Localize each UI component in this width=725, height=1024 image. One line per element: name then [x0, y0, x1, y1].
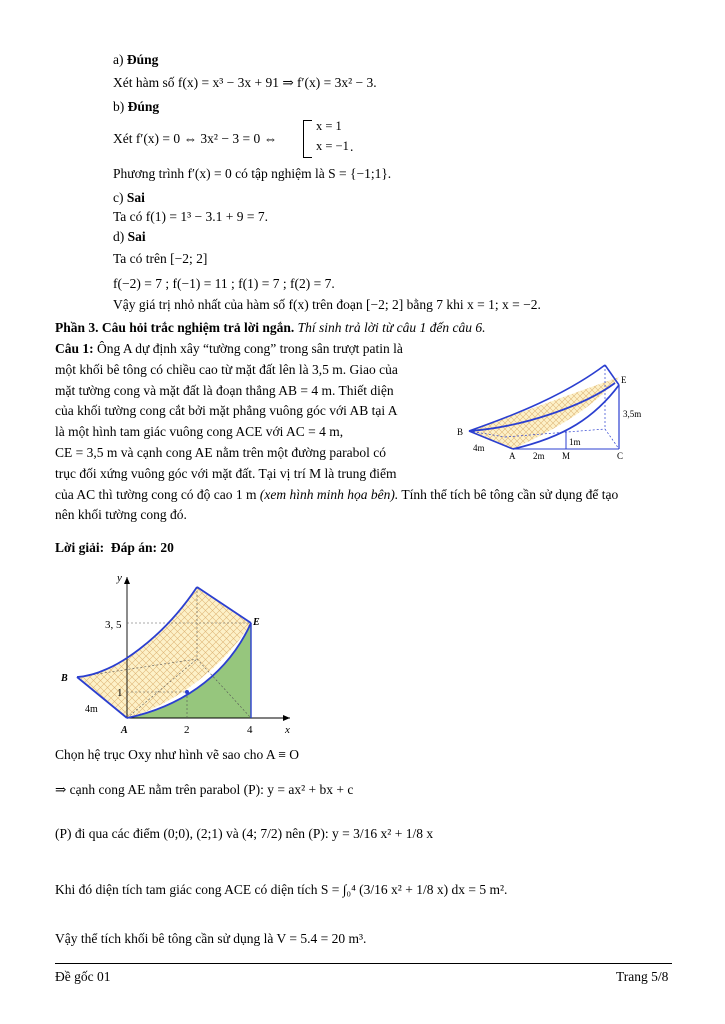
section-b-equation: Xét f′(x) = 0 ⇔ 3x² − 3 = 0 ⇔ — [113, 131, 278, 146]
fig2-axis-y: y — [117, 572, 122, 584]
fig2-label-2: 2 — [184, 724, 190, 736]
step-2: ⇒ cạnh cong AE nằm trên parabol (P): y = ax² + bx + c — [55, 782, 354, 797]
footer-divider — [55, 963, 672, 964]
footer-page-number: Trang 5/8 — [616, 969, 669, 984]
case-x1: x = 1 — [316, 119, 342, 133]
question-1: Câu 1: Ông A dự định xây “tường cong” trong sân trượt patin là một khối bê tông có chiều cao từ mặt đất lên là 3,5 m. Giao của mặt tường cong và mặt đất là đoạn thẳng AB = 4 m. Thiết diện của khối tường cong cắt bởi mặt phẳng vuông góc với AB tại A là một hình tam giác vuông cong ACE với AC = 4 m, CE = 3,5 m và cạnh cong AE nằm trên một đường parabol có trục đối xứng vuông góc với mặt đất. Tại vị trí M là trung điểm của AC thì tường cong có độ cao 1 m (xem hình minh họa bên). Tính thể tích bê tông cần sử dụng để tạo nên khối tường cong đó. — [55, 341, 619, 523]
step-3: (P) đi qua các điểm (0;0), (2;1) và (4; 7/2) nên (P): y = 3/16 x² + 1/8 x — [55, 826, 434, 841]
section-d-values: f(−2) = 7 ; f(−1) = 11 ; f(1) = 7 ; f(2) = 7. — [113, 276, 335, 291]
fig2-label-B: B — [61, 673, 68, 684]
fig1-label-B: B — [457, 427, 464, 437]
case-bracket — [303, 120, 312, 158]
step-4: Khi đó diện tích tam giác cong ACE có diện tích S = ∫₀⁴ (3/16 x² + 1/8 x) dx = 5 m². — [55, 882, 508, 897]
fig2-label-35: 3, 5 — [105, 619, 122, 631]
section-b-solution-set: Phương trình f′(x) = 0 có tập nghiệm là S = {−1;1}. — [113, 166, 392, 181]
fig1-label-AM: 2m — [533, 451, 545, 460]
fig2-label-E: E — [253, 617, 260, 628]
solution-heading: Lời giải: Đáp án: 20 — [55, 540, 174, 555]
section-d-conclusion: Vậy giá trị nhỏ nhất của hàm số f(x) trên đoạn [−2; 2] bằng 7 khi x = 1; x = −2. — [113, 297, 541, 312]
footer-left: Đề gốc 01 — [55, 969, 111, 984]
step-1: Chọn hệ trục Oxy như hình vẽ sao cho A ≡ O — [55, 747, 300, 762]
section-d-heading: d) Sai — [113, 229, 146, 244]
fig1-label-M: M — [562, 451, 571, 460]
section-c-text: Ta có f(1) = 1³ − 3.1 + 9 = 7. — [113, 209, 269, 224]
fig2-label-1: 1 — [117, 687, 123, 699]
fig2-label-A: A — [121, 725, 128, 736]
fig2-axis-x: x — [285, 724, 290, 736]
fig1-label-AB: 4m — [473, 443, 485, 453]
section-d-interval: Ta có trên [−2; 2] — [113, 251, 208, 266]
fig1-label-CE: 3,5m — [623, 409, 642, 419]
fig1-label-E: E — [621, 375, 627, 385]
wall-3d-figure — [445, 345, 677, 460]
fig2-label-4m: 4m — [85, 704, 98, 715]
step-5: Vậy thể tích khối bê tông cần sử dụng là V = 5.4 = 20 m³. — [55, 931, 367, 946]
coordinate-figure — [55, 565, 295, 740]
section-c-heading: c) Sai — [113, 190, 145, 205]
case-x2: x = −1 — [316, 139, 349, 153]
part3-heading: Phần 3. Câu hỏi trắc nghiệm trả lời ngắn. Thí sinh trả lời từ câu 1 đến câu 6. — [55, 320, 486, 335]
case-end: . — [350, 139, 354, 154]
section-a-text: Xét hàm số f(x) = x³ − 3x + 91 ⇒ f′(x) = 3x² − 3. — [113, 75, 377, 90]
fig1-label-C: C — [617, 451, 624, 460]
fig1-label-A: A — [509, 451, 516, 460]
section-b-heading: b) Đúng — [113, 99, 160, 114]
fig2-label-4: 4 — [247, 724, 253, 736]
question-label: Câu 1: — [55, 341, 94, 356]
section-a-heading: a) Đúng — [113, 52, 159, 67]
fig1-label-MH: 1m — [569, 437, 581, 447]
